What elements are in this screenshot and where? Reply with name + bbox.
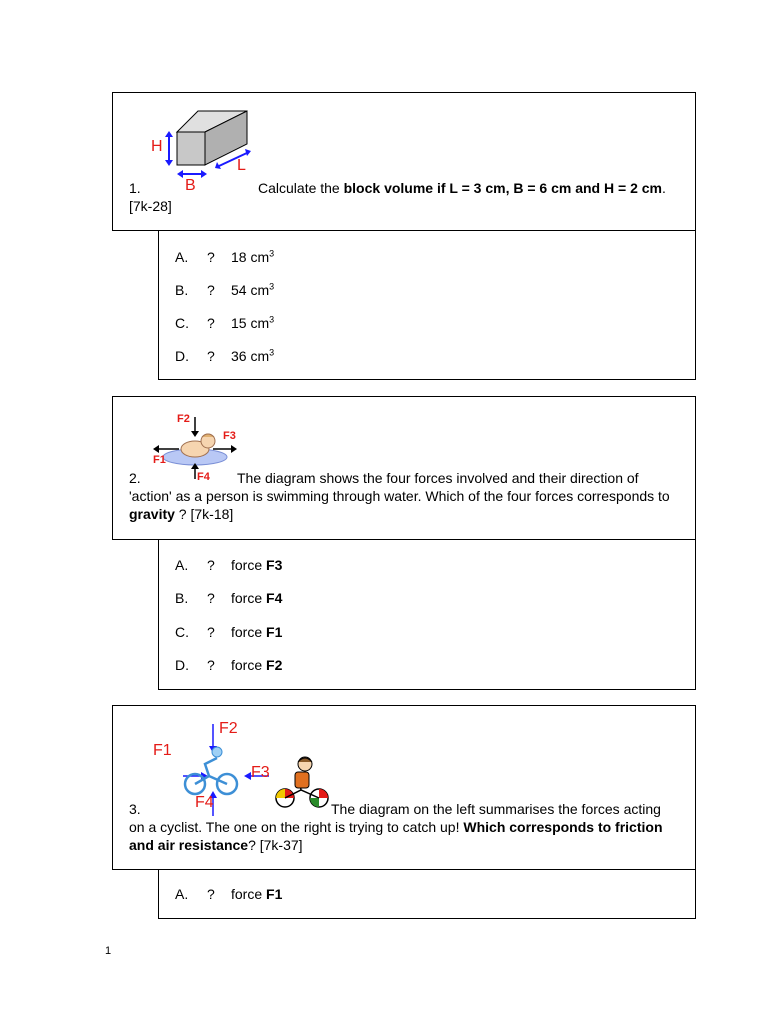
answer-option-a[interactable]: A. ? force F3	[175, 557, 283, 573]
checkbox-placeholder[interactable]: ?	[207, 348, 215, 364]
answer-option-a[interactable]: A. ? 18 $cm^3$	[175, 248, 275, 265]
checkbox-placeholder[interactable]: ?	[207, 249, 215, 265]
question-number: 1.	[129, 180, 141, 196]
question-text: ? [7k-37]	[248, 837, 303, 853]
question-1-box	[112, 92, 696, 231]
answers-2-box	[158, 539, 696, 690]
question-1-text	[129, 179, 679, 215]
checkbox-placeholder[interactable]: ?	[207, 557, 215, 573]
question-text: The diagram on the left summarises the forces acting on a cyclist. The one on the right is trying to catch up!	[129, 801, 661, 835]
question-text-bold: block volume if L = 3 cm, B = 6 cm and H = 2 cm	[343, 180, 662, 196]
question-2-text	[129, 469, 679, 523]
answer-option-b[interactable]: B. ? force F4	[175, 590, 283, 606]
answer-option-d[interactable]: D. ? force F2	[175, 657, 283, 673]
question-text-bold: gravity	[129, 506, 175, 522]
question-3-box	[112, 705, 696, 870]
question-text-bold: Which corresponds to friction and air resistance	[129, 819, 663, 853]
force-label-f4: F4	[195, 794, 214, 811]
answer-option-c[interactable]: C. ? force F1	[175, 624, 283, 640]
force-label-f2: F2	[177, 413, 190, 425]
answer-option-b[interactable]: B. ? 54 $cm^3$	[175, 281, 275, 298]
page-number: 1	[105, 945, 112, 957]
force-label-f3: F3	[223, 430, 236, 442]
answers-3-box	[158, 869, 696, 919]
question-2-box	[112, 396, 696, 540]
checkbox-placeholder[interactable]: ?	[207, 657, 215, 673]
dimension-label-l: L	[237, 157, 246, 174]
dimension-label-b: B	[185, 177, 196, 194]
force-label-f2: F2	[219, 720, 238, 737]
answers-1-box	[158, 230, 696, 380]
question-number: 3.	[129, 801, 141, 817]
checkbox-placeholder[interactable]: ?	[207, 590, 215, 606]
question-text: . [7k-28]	[129, 180, 666, 214]
force-label-f4: F4	[197, 471, 210, 483]
checkbox-placeholder[interactable]: ?	[207, 624, 215, 640]
answer-option-c[interactable]: C. ? 15 $cm^3$	[175, 314, 275, 331]
force-label-f1: F1	[153, 454, 166, 466]
question-text: Calculate the	[258, 180, 344, 196]
question-text: ? [7k-18]	[174, 506, 234, 522]
dimension-label-h: H	[151, 138, 163, 155]
question-number: 2.	[129, 470, 141, 486]
checkbox-placeholder[interactable]: ?	[207, 282, 215, 298]
checkbox-placeholder[interactable]: ?	[207, 886, 215, 902]
checkbox-placeholder[interactable]: ?	[207, 315, 215, 331]
answer-option-d[interactable]: D. ? 36 $cm^3$	[175, 347, 275, 364]
answer-option-a[interactable]: A. ? force F1	[175, 886, 283, 902]
question-3-text	[129, 800, 679, 854]
question-text: The diagram shows the four forces involved and their direction of 'action' as a person is swimming through water. Which of the four forces corresponds to	[129, 470, 670, 504]
force-label-f1: F1	[153, 742, 172, 759]
force-label-f3: F3	[251, 764, 270, 781]
